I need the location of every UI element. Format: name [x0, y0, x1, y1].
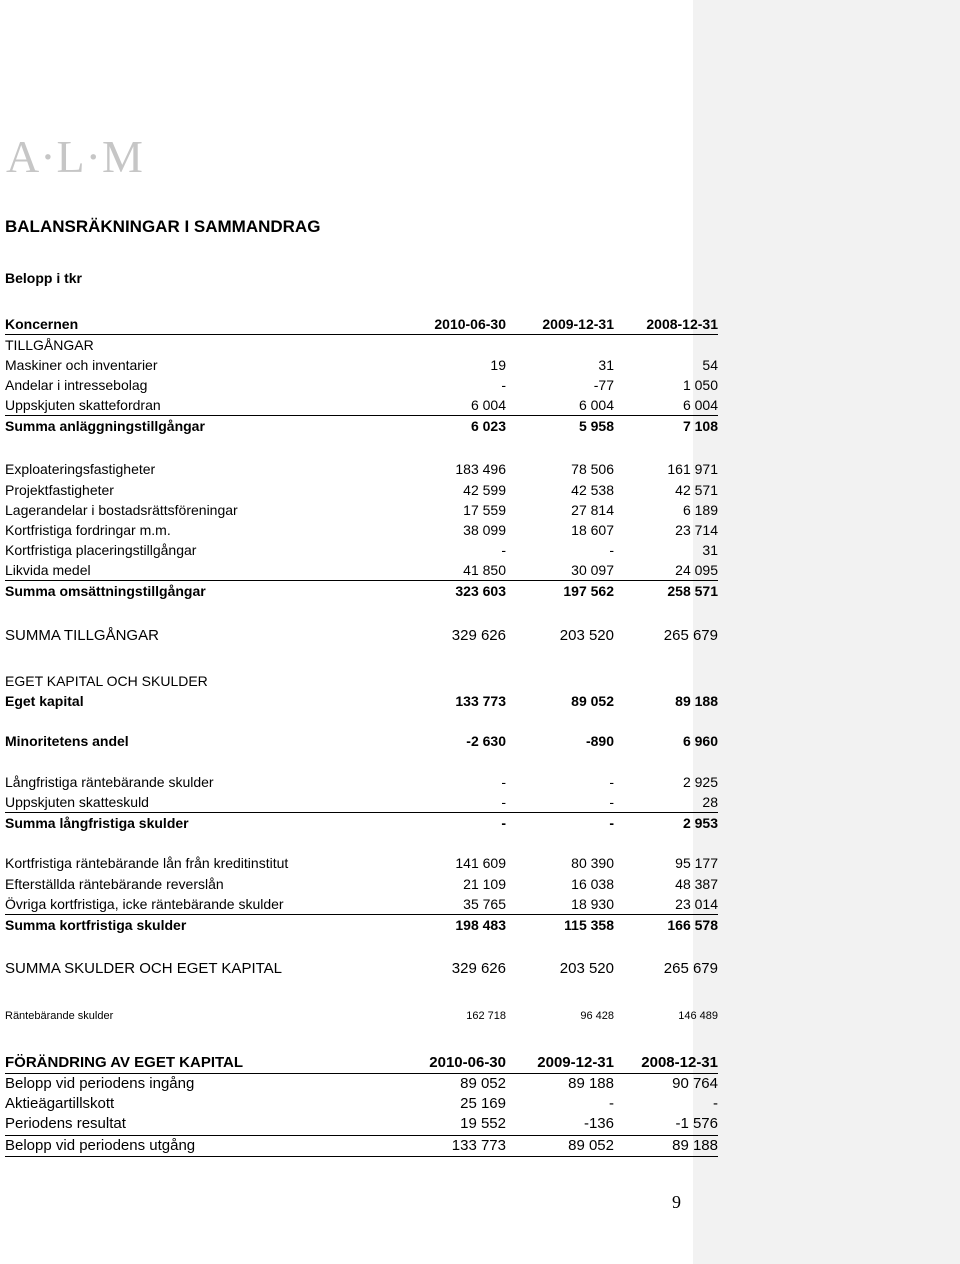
cell-2009: - — [609, 774, 614, 790]
table-row — [5, 792, 718, 812]
cell-2008: 90 764 — [672, 1075, 718, 1092]
table-row — [5, 480, 718, 500]
table-row — [5, 355, 718, 375]
cell-2008: 28 — [702, 794, 718, 810]
cell-2010: 35 765 — [463, 896, 506, 912]
cell-2010: - — [501, 377, 506, 393]
page-number: 9 — [672, 1192, 681, 1212]
unit-label: Belopp i tkr — [5, 270, 83, 286]
cell-2009: 203 520 — [559, 627, 614, 644]
table-row — [5, 731, 718, 751]
cell-2010: 133 773 — [455, 693, 506, 709]
cell-2010: 141 609 — [455, 855, 506, 871]
table-row — [5, 500, 718, 520]
cell-2008: 258 571 — [667, 583, 718, 599]
cell-2008: 24 095 — [675, 562, 718, 578]
cell-2008: 166 578 — [667, 917, 718, 933]
cell-2009: 18 930 — [571, 896, 614, 912]
row-label: Belopp vid periodens ingång — [5, 1075, 195, 1092]
table-row — [5, 959, 718, 979]
table-row — [5, 375, 718, 395]
row-label: Likvida medel — [5, 562, 91, 578]
row-label: Summa kortfristiga skulder — [5, 917, 187, 933]
cell-2010: - — [501, 815, 506, 831]
cell-2009: 5 958 — [578, 418, 614, 434]
cell-2008: 6 960 — [682, 733, 718, 749]
cell-2010: 133 773 — [451, 1137, 506, 1154]
cell-2009: -136 — [583, 1115, 614, 1132]
table-row — [5, 395, 718, 415]
balance-header-row — [5, 314, 718, 334]
cell-2009: 31 — [598, 357, 614, 373]
cell-2009: 89 052 — [568, 1137, 614, 1154]
cell-2010: 89 052 — [460, 1075, 506, 1092]
cell-2008: -1 576 — [675, 1115, 718, 1132]
cell-2010: 19 552 — [460, 1115, 506, 1132]
cell-2008: 265 679 — [663, 960, 718, 977]
cell-2010: 329 626 — [451, 627, 506, 644]
row-label: Uppskjuten skattefordran — [5, 397, 161, 413]
cell-2009: 203 520 — [559, 960, 614, 977]
row-label: Andelar i intressebolag — [5, 377, 148, 393]
header-col-2010: 2010-06-30 — [434, 316, 506, 332]
header-col-2008: 2008-12-31 — [641, 1054, 718, 1071]
header-col-2008: 2008-12-31 — [646, 316, 718, 332]
table-row — [5, 580, 718, 601]
cell-2009: - — [609, 1095, 614, 1112]
table-row — [5, 914, 718, 935]
cell-2008: 7 108 — [682, 418, 718, 434]
row-label: Belopp vid periodens utgång — [5, 1137, 196, 1154]
row-label: Kortfristiga placeringstillgångar — [5, 542, 197, 558]
cell-2010: 41 850 — [463, 562, 506, 578]
cell-2008: 2 953 — [682, 815, 718, 831]
table-row — [5, 520, 718, 540]
table-row — [5, 459, 718, 479]
cell-2008: 48 387 — [675, 876, 718, 892]
cell-2009: 18 607 — [571, 522, 614, 538]
table-row — [5, 1073, 718, 1094]
header-col-2010: 2010-06-30 — [429, 1054, 506, 1071]
row-label: Kortfristiga fordringar m.m. — [5, 522, 171, 538]
table-row — [5, 560, 718, 580]
cell-2009: 6 004 — [578, 397, 614, 413]
cell-2008: 6 004 — [682, 397, 718, 413]
row-label: Periodens resultat — [5, 1115, 126, 1132]
header-label: FÖRÄNDRING AV EGET KAPITAL — [5, 1054, 244, 1071]
row-label: Summa anläggningstillgångar — [5, 418, 205, 434]
cell-2008: - — [713, 1095, 718, 1112]
page-side-panel — [693, 0, 960, 1264]
row-label: Uppskjuten skatteskuld — [5, 794, 149, 810]
cell-2010: 19 — [490, 357, 506, 373]
cell-2010: 6 004 — [470, 397, 506, 413]
cell-2008: 1 050 — [682, 377, 718, 393]
row-label: TILLGÅNGAR — [5, 337, 94, 353]
cell-2010: 6 023 — [470, 418, 506, 434]
cell-2009: 89 188 — [568, 1075, 614, 1092]
cell-2008: 54 — [702, 357, 718, 373]
row-label: Exploateringsfastigheter — [5, 461, 156, 477]
table-row — [5, 772, 718, 792]
cell-2009: - — [609, 815, 614, 831]
table-row — [5, 1135, 718, 1157]
cell-2010: - — [501, 794, 506, 810]
table-row — [5, 334, 718, 355]
cell-2008: 89 188 — [672, 1137, 718, 1154]
cell-2008: 265 679 — [663, 627, 718, 644]
row-label: EGET KAPITAL OCH SKULDER — [5, 673, 208, 689]
cell-2009: -77 — [593, 377, 614, 393]
cell-2010: 183 496 — [455, 461, 506, 477]
row-label: Minoritetens andel — [5, 733, 129, 749]
row-label: Projektfastigheter — [5, 482, 114, 498]
row-label: Räntebärande skulder — [5, 1010, 114, 1022]
header-col-2009: 2009-12-31 — [537, 1054, 614, 1071]
row-label: Maskiner och inventarier — [5, 357, 158, 373]
table-row — [5, 853, 718, 873]
cell-2009: 78 506 — [571, 461, 614, 477]
cell-2009: - — [609, 542, 614, 558]
cell-2010: - — [501, 542, 506, 558]
header-label: Koncernen — [5, 316, 79, 332]
cell-2008: 42 571 — [675, 482, 718, 498]
cell-2008: 6 189 — [682, 502, 718, 518]
cell-2009: 30 097 — [571, 562, 614, 578]
cell-2009: 89 052 — [571, 693, 614, 709]
cell-2008: 95 177 — [675, 855, 718, 871]
row-label: Övriga kortfristiga, icke räntebärande skulder — [5, 896, 284, 912]
cell-2010: 25 169 — [460, 1095, 506, 1112]
cell-2008: 146 489 — [678, 1010, 718, 1022]
cell-2009: 42 538 — [571, 482, 614, 498]
table-row — [5, 874, 718, 894]
cell-2010: 323 603 — [455, 583, 506, 599]
cell-2010: 38 099 — [463, 522, 506, 538]
cell-2009: 27 814 — [571, 502, 614, 518]
cell-2010: 162 718 — [466, 1010, 506, 1022]
table-row — [5, 691, 718, 711]
cell-2009: 197 562 — [563, 583, 614, 599]
cell-2008: 23 714 — [675, 522, 718, 538]
cell-2008: 31 — [702, 542, 718, 558]
cell-2008: 161 971 — [667, 461, 718, 477]
row-label: Kortfristiga räntebärande lån från kreditinstitut — [5, 855, 289, 871]
table-row — [5, 1006, 718, 1026]
cell-2008: 2 925 — [682, 774, 718, 790]
cell-2009: 115 358 — [564, 917, 614, 933]
cell-2008: 89 188 — [675, 693, 718, 709]
row-label: Summa omsättningstillgångar — [5, 583, 206, 599]
row-label: Summa långfristiga skulder — [5, 815, 189, 831]
table-row — [5, 540, 718, 560]
row-label: SUMMA SKULDER OCH EGET KAPITAL — [5, 960, 283, 977]
cell-2010: 42 599 — [463, 482, 506, 498]
cell-2009: 16 038 — [571, 876, 614, 892]
cell-2010: 17 559 — [463, 502, 506, 518]
table-row — [5, 1114, 718, 1134]
table-row — [5, 812, 718, 833]
cell-2009: 80 390 — [571, 855, 614, 871]
alm-logo: A·L·M — [6, 131, 144, 182]
cell-2010: 21 109 — [463, 876, 506, 892]
equity-header-row — [5, 1053, 718, 1073]
cell-2010: - — [501, 774, 506, 790]
cell-2010: 329 626 — [451, 960, 506, 977]
row-label: Efterställda räntebärande reverslån — [5, 876, 224, 892]
row-label: Lagerandelar i bostadsrättsföreningar — [5, 502, 238, 518]
cell-2010: 198 483 — [455, 917, 506, 933]
page-title: BALANSRÄKNINGAR I SAMMANDRAG — [5, 217, 321, 236]
cell-2010: -2 630 — [466, 733, 506, 749]
row-label: SUMMA TILLGÅNGAR — [5, 627, 159, 644]
table-row — [5, 671, 718, 691]
cell-2008: 23 014 — [675, 896, 718, 912]
row-label: Aktieägartillskott — [5, 1095, 115, 1112]
table-row — [5, 415, 718, 436]
header-col-2009: 2009-12-31 — [542, 316, 614, 332]
cell-2009: - — [609, 794, 614, 810]
table-row — [5, 1094, 718, 1114]
cell-2009: 96 428 — [580, 1010, 614, 1022]
row-label: Eget kapital — [5, 693, 84, 709]
row-label: Långfristiga räntebärande skulder — [5, 774, 214, 790]
table-row — [5, 626, 718, 646]
table-row — [5, 894, 718, 914]
cell-2009: -890 — [585, 733, 614, 749]
